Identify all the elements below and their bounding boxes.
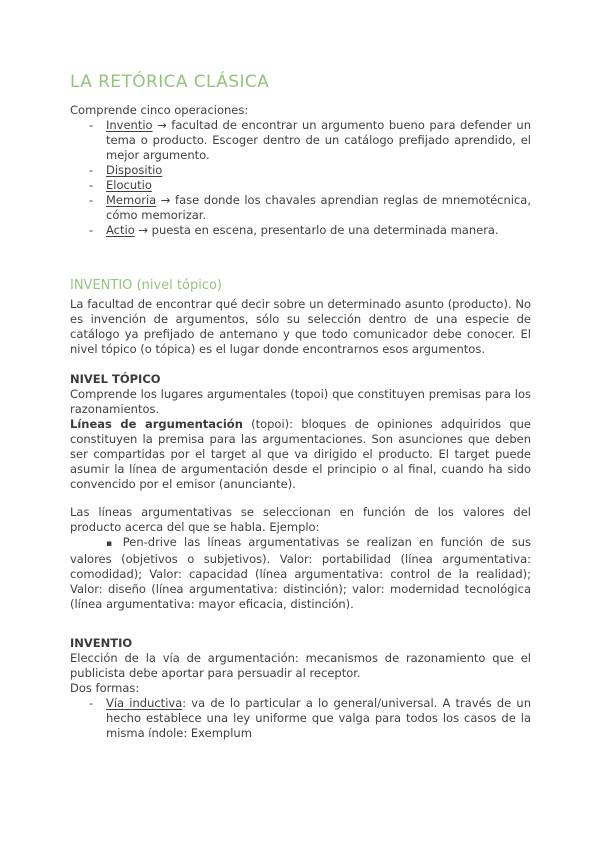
term-actio: Actio (106, 223, 135, 237)
item-text: → puesta en escena, presentarlo de una determinada manera. (134, 223, 499, 237)
nivel-topico-paragraph-1: Comprende los lugares argumentales (topoi) que constituyen premisas para los razonamientos. (70, 387, 531, 416)
list-item-actio (70, 223, 531, 238)
list-item-dispositio (70, 163, 531, 178)
term-elocutio: Elocutio (106, 178, 152, 192)
example-text: Pen-drive las líneas argumentativas se realizan en función de sus valores (objetivos o subjetivos). Valor: portabilidad (línea argumentativa: comodidad); Valor: capacidad (línea argumentativa: control de la realidad); Valor: diseño (línea argumentativa: distinción); valor: modernidad tecnológica (línea argumentativa: mayor eficacia, distinción). (70, 535, 531, 611)
list-item-elocutio (70, 178, 531, 193)
item-text: → facultad de encontrar un argumento bueno para defender un tema o producto. Escoger dentro de un catálogo prefijado aprendido, el mejor argumento. (106, 118, 531, 162)
intro-paragraph: Comprende cinco operaciones: (70, 103, 249, 117)
dash-marker: - (89, 223, 94, 237)
term-inventio: Inventio (106, 118, 153, 132)
heading-nivel-topico: NIVEL TÓPICO (70, 372, 161, 386)
dash-marker: - (89, 178, 94, 192)
item-text: : va de lo particular a lo general/universal. A través de un hecho establece una ley uniforme que valga para todos los casos de la misma índole: Exemplum (106, 696, 532, 740)
term-via-inductiva: Vía inductiva (106, 696, 183, 710)
list-item-inventio (70, 118, 531, 163)
list-item-memoria (70, 193, 531, 223)
inventio-paragraph-2: Dos formas: (70, 681, 140, 695)
section-heading-inventio-topico: INVENTIO (nivel tópico) (70, 278, 222, 293)
inventio-forms-list (70, 696, 531, 741)
nivel-topico-paragraph-2: Las líneas argumentativas se seleccionan en función de los valores del producto acerca del que se habla. Ejemplo: (70, 505, 531, 534)
inventio-topico-paragraph: La facultad de encontrar qué decir sobre un determinado asunto (producto). No es invención de argumentos, sólo su selección dentro de una especie de catálogo ya prefijado de antemano y que todo comunicador debe conocer. El nivel tópico (o tópica) es el lugar donde encontrarnos esos argumentos. (70, 297, 531, 356)
pen-drive-example-paragraph (70, 535, 531, 612)
dash-marker: - (89, 118, 94, 132)
lineas-bold-lead: Líneas de argumentación (70, 417, 243, 431)
term-memoria: Memoria (106, 193, 157, 207)
item-text: → fase donde los chavales aprendian reglas de mnemotécnica, cómo memorizar. (106, 193, 531, 222)
lineas-body-text: (topoi): bloques de opiniones adquiridos que constituyen la premisa para las argumentaciones. Son asunciones que deben ser compartidas por el target al que va dirigido el producto. El target puede asumir la línea de argumentación desde el principio o al final, cuando ha sido convencido por el emisor (anunciante). (70, 417, 531, 491)
heading-inventio: INVENTIO (70, 636, 133, 650)
term-dispositio: Dispositio (106, 163, 163, 177)
dash-marker: - (89, 193, 94, 207)
list-item-via-inductiva (70, 696, 531, 741)
operations-list (70, 118, 531, 238)
dash-marker: - (89, 696, 94, 710)
square-bullet-marker: ▪ (106, 539, 116, 549)
dash-marker: - (89, 163, 94, 177)
nivel-topico-paragraph-lineas (70, 417, 531, 492)
inventio-paragraph-1: Elección de la vía de argumentación: mecanismos de razonamiento que el publicista debe aportar para persuadir al receptor. (70, 651, 531, 680)
doc-title: LA RETÓRICA CLÁSICA (70, 72, 270, 92)
